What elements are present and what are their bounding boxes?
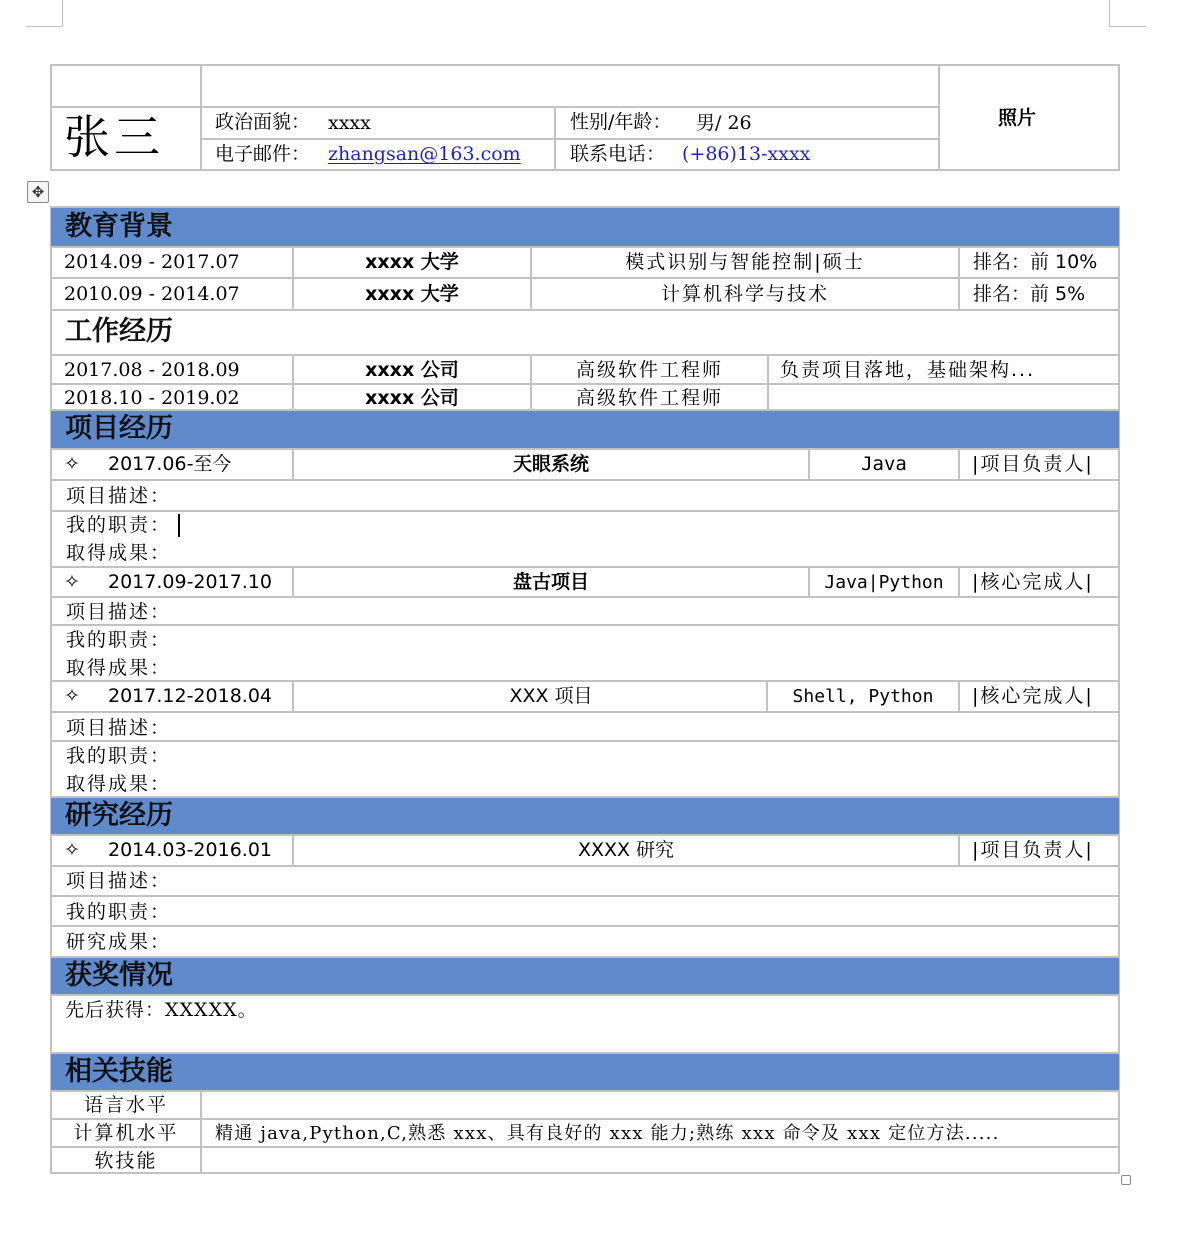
work-description[interactable]: 负责项目落地，基础架构...	[780, 359, 1036, 381]
bullet-star-icon: ✧	[64, 839, 80, 861]
section-title-skills: 相关技能	[65, 1056, 173, 1087]
candidate-name[interactable]: 张三	[64, 110, 164, 164]
education-school[interactable]: xxxx 大学	[365, 283, 459, 305]
section-band-education	[51, 208, 1119, 246]
research-name[interactable]: XXXX 研究	[577, 839, 675, 861]
section-title-research: 研究经历	[65, 800, 173, 831]
project-name[interactable]: 盘古项目	[512, 571, 589, 593]
project-description-label[interactable]: 项目描述：	[66, 601, 172, 623]
work-period[interactable]: 2018.10 - 2019.02	[64, 387, 240, 409]
gender-age-label: 性别/年龄：	[570, 111, 672, 133]
project-duty-label[interactable]: 我的职责：	[66, 629, 172, 651]
education-major[interactable]: 模式识别与智能控制|硕士	[625, 251, 865, 273]
research-description-label[interactable]: 项目描述：	[66, 870, 172, 892]
research-result-label[interactable]: 研究成果：	[66, 931, 172, 953]
text-cursor	[178, 514, 180, 537]
page-corner-mark-right	[1109, 0, 1146, 27]
project-result-label[interactable]: 取得成果：	[66, 542, 172, 564]
political-label: 政治面貌：	[215, 111, 311, 133]
work-company[interactable]: xxxx 公司	[365, 387, 459, 409]
bullet-star-icon: ✧	[64, 571, 80, 593]
skill-label-language: 语言水平	[83, 1094, 168, 1116]
section-band-projects	[51, 411, 1119, 448]
skill-label-computer: 计算机水平	[73, 1122, 179, 1144]
section-title-education: 教育背景	[65, 211, 173, 242]
research-role[interactable]: |项目负责人|	[972, 839, 1094, 861]
education-rank[interactable]: 排名：前 10%	[973, 251, 1098, 273]
phone-label: 联系电话：	[570, 143, 666, 165]
research-period[interactable]: 2014.03-2016.01	[108, 839, 272, 861]
photo-placeholder[interactable]: 照片	[998, 107, 1037, 129]
table-move-handle-icon[interactable]: ✥	[27, 181, 49, 203]
bullet-star-icon: ✧	[64, 453, 80, 475]
email-label: 电子邮件：	[215, 143, 311, 165]
section-title-projects: 项目经历	[65, 413, 173, 444]
education-rank[interactable]: 排名：前 5%	[973, 283, 1086, 305]
work-position[interactable]: 高级软件工程师	[575, 359, 723, 381]
project-tech[interactable]: Java|Python	[824, 572, 944, 593]
project-period[interactable]: 2017.09-2017.10	[108, 571, 272, 593]
table-resize-handle[interactable]	[1121, 1175, 1131, 1185]
project-tech[interactable]: Shell, Python	[792, 686, 934, 707]
political-value[interactable]: xxxx	[328, 112, 371, 134]
project-name[interactable]: XXX 项目	[509, 685, 593, 707]
project-role[interactable]: |核心完成人|	[972, 571, 1094, 593]
awards-text[interactable]: 先后获得：XXXXX。	[65, 999, 258, 1021]
section-band-awards	[51, 958, 1119, 994]
education-school[interactable]: xxxx 大学	[365, 251, 459, 273]
project-role[interactable]: |项目负责人|	[972, 453, 1094, 475]
project-description-label[interactable]: 项目描述：	[66, 485, 172, 507]
section-title-work: 工作经历	[65, 316, 173, 347]
education-major[interactable]: 计算机科学与技术	[660, 283, 829, 305]
page-corner-mark-left	[26, 0, 63, 27]
section-band-skills	[51, 1054, 1119, 1090]
project-duty-label[interactable]: 我的职责：	[66, 514, 172, 536]
work-position[interactable]: 高级软件工程师	[575, 387, 723, 409]
project-description-label[interactable]: 项目描述：	[66, 717, 172, 739]
project-result-label[interactable]: 取得成果：	[66, 657, 172, 679]
education-period[interactable]: 2010.09 - 2014.07	[64, 283, 240, 305]
project-period[interactable]: 2017.12-2018.04	[108, 685, 272, 707]
work-period[interactable]: 2017.08 - 2018.09	[64, 359, 240, 381]
gender-age-value[interactable]: 男/ 26	[696, 112, 752, 134]
project-duty-label[interactable]: 我的职责：	[66, 745, 172, 767]
project-period[interactable]: 2017.06-至今	[108, 453, 232, 475]
work-company[interactable]: xxxx 公司	[365, 359, 459, 381]
email-link[interactable]: zhangsan@163.com	[328, 143, 521, 165]
skill-value-computer[interactable]: 精通 java,Python,C,熟悉 xxx、具有良好的 xxx 能力;熟练 xxx 命令及 xxx 定位方法.....	[215, 1123, 1000, 1144]
section-title-awards: 获奖情况	[65, 960, 173, 991]
project-result-label[interactable]: 取得成果：	[66, 773, 172, 795]
education-period[interactable]: 2014.09 - 2017.07	[64, 251, 240, 273]
section-band-research	[51, 798, 1119, 834]
phone-value[interactable]: (+86)13-xxxx	[682, 143, 811, 165]
project-name[interactable]: 天眼系统	[512, 453, 589, 475]
bullet-star-icon: ✧	[64, 685, 80, 707]
project-tech[interactable]: Java	[861, 453, 907, 475]
skill-label-soft: 软技能	[94, 1150, 158, 1172]
research-duty-label[interactable]: 我的职责：	[66, 901, 172, 923]
project-role[interactable]: |核心完成人|	[972, 685, 1094, 707]
